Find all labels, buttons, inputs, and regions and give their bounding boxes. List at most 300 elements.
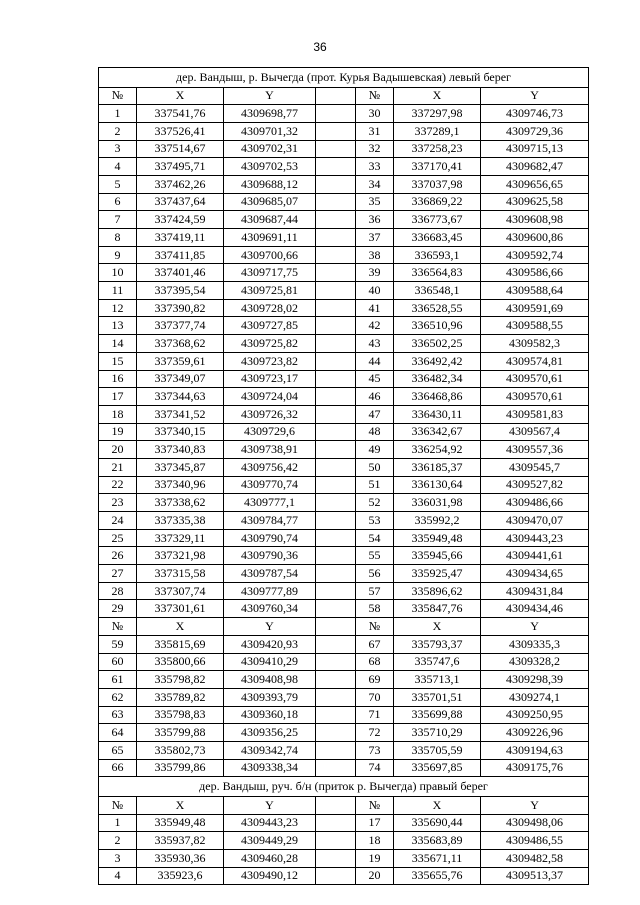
spacer-cell bbox=[316, 600, 356, 618]
table-row bbox=[99, 671, 589, 689]
point-number-cell: 19 bbox=[99, 423, 137, 441]
table-row bbox=[99, 512, 589, 530]
table-row bbox=[99, 229, 589, 247]
point-number-cell: 8 bbox=[99, 229, 137, 247]
x-coordinate-cell: 335671,11 bbox=[394, 849, 481, 867]
y-coordinate-cell: 4309545,7 bbox=[481, 458, 589, 476]
table-row bbox=[99, 635, 589, 653]
y-coordinate-cell: 4309342,74 bbox=[224, 741, 316, 759]
table-row bbox=[99, 529, 589, 547]
point-number-cell: 9 bbox=[99, 246, 137, 264]
table-row bbox=[99, 246, 589, 264]
point-number-cell: 31 bbox=[356, 122, 394, 140]
x-coordinate-cell: 335937,82 bbox=[137, 832, 224, 850]
table-row bbox=[99, 299, 589, 317]
y-coordinate-cell: 4309356,25 bbox=[224, 724, 316, 742]
y-coordinate-cell: 4309226,96 bbox=[481, 724, 589, 742]
column-header-y-coordinate: Y bbox=[481, 796, 589, 814]
x-coordinate-cell: 337345,87 bbox=[137, 458, 224, 476]
point-number-cell: 1 bbox=[99, 814, 137, 832]
spacer-cell bbox=[316, 476, 356, 494]
y-coordinate-cell: 4309691,11 bbox=[224, 229, 316, 247]
column-header-y-coordinate: Y bbox=[481, 618, 589, 636]
y-coordinate-cell: 4309688,12 bbox=[224, 175, 316, 193]
point-number-cell: 16 bbox=[99, 370, 137, 388]
y-coordinate-cell: 4309701,32 bbox=[224, 122, 316, 140]
x-coordinate-cell: 337349,07 bbox=[137, 370, 224, 388]
y-coordinate-cell: 4309725,81 bbox=[224, 282, 316, 300]
table-row bbox=[99, 158, 589, 176]
x-coordinate-cell: 335710,29 bbox=[394, 724, 481, 742]
x-coordinate-cell: 337335,38 bbox=[137, 512, 224, 530]
column-header-point-number: № bbox=[99, 87, 137, 105]
x-coordinate-cell: 336342,67 bbox=[394, 423, 481, 441]
x-coordinate-cell: 336773,67 bbox=[394, 211, 481, 229]
table-row bbox=[99, 105, 589, 123]
y-coordinate-cell: 4309717,75 bbox=[224, 264, 316, 282]
table-row bbox=[99, 688, 589, 706]
y-coordinate-cell: 4309698,77 bbox=[224, 105, 316, 123]
x-coordinate-cell: 336564,83 bbox=[394, 264, 481, 282]
table-row bbox=[99, 282, 589, 300]
x-coordinate-cell: 337301,61 bbox=[137, 600, 224, 618]
x-coordinate-cell: 337437,64 bbox=[137, 193, 224, 211]
table-row bbox=[99, 582, 589, 600]
x-coordinate-cell: 336185,37 bbox=[394, 458, 481, 476]
point-number-cell: 34 bbox=[356, 175, 394, 193]
y-coordinate-cell: 4309625,58 bbox=[481, 193, 589, 211]
y-coordinate-cell: 4309335,3 bbox=[481, 635, 589, 653]
x-coordinate-cell: 337401,46 bbox=[137, 264, 224, 282]
point-number-cell: 4 bbox=[99, 158, 137, 176]
point-number-cell: 69 bbox=[356, 671, 394, 689]
column-header-spacer bbox=[316, 618, 356, 636]
x-coordinate-cell: 337307,74 bbox=[137, 582, 224, 600]
point-number-cell: 64 bbox=[99, 724, 137, 742]
table-row bbox=[99, 441, 589, 459]
x-coordinate-cell: 336482,34 bbox=[394, 370, 481, 388]
y-coordinate-cell: 4309588,64 bbox=[481, 282, 589, 300]
y-coordinate-cell: 4309441,61 bbox=[481, 547, 589, 565]
spacer-cell bbox=[316, 724, 356, 742]
y-coordinate-cell: 4309410,29 bbox=[224, 653, 316, 671]
point-number-cell: 62 bbox=[99, 688, 137, 706]
point-number-cell: 72 bbox=[356, 724, 394, 742]
point-number-cell: 26 bbox=[99, 547, 137, 565]
spacer-cell bbox=[316, 158, 356, 176]
point-number-cell: 21 bbox=[99, 458, 137, 476]
point-number-cell: 49 bbox=[356, 441, 394, 459]
table-row bbox=[99, 423, 589, 441]
section-title: дер. Вандыш, р. Вычегда (прот. Курья Вадышевская) левый берег bbox=[99, 68, 589, 88]
y-coordinate-cell: 4309588,55 bbox=[481, 317, 589, 335]
point-number-cell: 2 bbox=[99, 832, 137, 850]
x-coordinate-cell: 335793,37 bbox=[394, 635, 481, 653]
x-coordinate-cell: 337395,54 bbox=[137, 282, 224, 300]
point-number-cell: 74 bbox=[356, 759, 394, 777]
point-number-cell: 17 bbox=[356, 814, 394, 832]
y-coordinate-cell: 4309486,55 bbox=[481, 832, 589, 850]
x-coordinate-cell: 336502,25 bbox=[394, 335, 481, 353]
point-number-cell: 36 bbox=[356, 211, 394, 229]
column-header-point-number: № bbox=[356, 796, 394, 814]
x-coordinate-cell: 335699,88 bbox=[394, 706, 481, 724]
x-coordinate-cell: 335923,6 bbox=[137, 867, 224, 885]
point-number-cell: 15 bbox=[99, 352, 137, 370]
spacer-cell bbox=[316, 688, 356, 706]
point-number-cell: 18 bbox=[99, 405, 137, 423]
spacer-cell bbox=[316, 246, 356, 264]
x-coordinate-cell: 337258,23 bbox=[394, 140, 481, 158]
x-coordinate-cell: 335799,88 bbox=[137, 724, 224, 742]
x-coordinate-cell: 336869,22 bbox=[394, 193, 481, 211]
y-coordinate-cell: 4309687,44 bbox=[224, 211, 316, 229]
spacer-cell bbox=[316, 140, 356, 158]
x-coordinate-cell: 337329,11 bbox=[137, 529, 224, 547]
table-row bbox=[99, 175, 589, 193]
spacer-cell bbox=[316, 706, 356, 724]
point-number-cell: 70 bbox=[356, 688, 394, 706]
header-row bbox=[99, 618, 589, 636]
point-number-cell: 7 bbox=[99, 211, 137, 229]
x-coordinate-cell: 337340,96 bbox=[137, 476, 224, 494]
x-coordinate-cell: 337377,74 bbox=[137, 317, 224, 335]
y-coordinate-cell: 4309656,65 bbox=[481, 175, 589, 193]
point-number-cell: 24 bbox=[99, 512, 137, 530]
point-number-cell: 37 bbox=[356, 229, 394, 247]
table-row bbox=[99, 867, 589, 885]
point-number-cell: 20 bbox=[99, 441, 137, 459]
x-coordinate-cell: 335847,76 bbox=[394, 600, 481, 618]
spacer-cell bbox=[316, 759, 356, 777]
table-row bbox=[99, 849, 589, 867]
point-number-cell: 50 bbox=[356, 458, 394, 476]
y-coordinate-cell: 4309738,91 bbox=[224, 441, 316, 459]
spacer-cell bbox=[316, 317, 356, 335]
spacer-cell bbox=[316, 494, 356, 512]
point-number-cell: 46 bbox=[356, 388, 394, 406]
y-coordinate-cell: 4309700,66 bbox=[224, 246, 316, 264]
x-coordinate-cell: 337462,26 bbox=[137, 175, 224, 193]
point-number-cell: 54 bbox=[356, 529, 394, 547]
spacer-cell bbox=[316, 388, 356, 406]
x-coordinate-cell: 335713,1 bbox=[394, 671, 481, 689]
x-coordinate-cell: 335789,82 bbox=[137, 688, 224, 706]
table-row bbox=[99, 706, 589, 724]
point-number-cell: 22 bbox=[99, 476, 137, 494]
spacer-cell bbox=[316, 264, 356, 282]
table-row bbox=[99, 193, 589, 211]
y-coordinate-cell: 4309724,04 bbox=[224, 388, 316, 406]
point-number-cell: 53 bbox=[356, 512, 394, 530]
column-header-x-coordinate: X bbox=[137, 87, 224, 105]
y-coordinate-cell: 4309574,81 bbox=[481, 352, 589, 370]
spacer-cell bbox=[316, 175, 356, 193]
point-number-cell: 39 bbox=[356, 264, 394, 282]
y-coordinate-cell: 4309298,39 bbox=[481, 671, 589, 689]
y-coordinate-cell: 4309723,82 bbox=[224, 352, 316, 370]
y-coordinate-cell: 4309338,34 bbox=[224, 759, 316, 777]
y-coordinate-cell: 4309790,36 bbox=[224, 547, 316, 565]
point-number-cell: 32 bbox=[356, 140, 394, 158]
y-coordinate-cell: 4309482,58 bbox=[481, 849, 589, 867]
spacer-cell bbox=[316, 352, 356, 370]
x-coordinate-cell: 337315,58 bbox=[137, 565, 224, 583]
spacer-cell bbox=[316, 441, 356, 459]
x-coordinate-cell: 335896,62 bbox=[394, 582, 481, 600]
spacer-cell bbox=[316, 653, 356, 671]
table-row bbox=[99, 759, 589, 777]
table-row bbox=[99, 211, 589, 229]
x-coordinate-cell: 335949,48 bbox=[394, 529, 481, 547]
table-row bbox=[99, 264, 589, 282]
table-row bbox=[99, 565, 589, 583]
point-number-cell: 47 bbox=[356, 405, 394, 423]
table-row bbox=[99, 317, 589, 335]
y-coordinate-cell: 4309726,32 bbox=[224, 405, 316, 423]
table-row bbox=[99, 547, 589, 565]
point-number-cell: 66 bbox=[99, 759, 137, 777]
x-coordinate-cell: 335655,76 bbox=[394, 867, 481, 885]
column-header-x-coordinate: X bbox=[394, 87, 481, 105]
spacer-cell bbox=[316, 122, 356, 140]
table-row bbox=[99, 814, 589, 832]
point-number-cell: 10 bbox=[99, 264, 137, 282]
column-header-y-coordinate: Y bbox=[481, 87, 589, 105]
point-number-cell: 42 bbox=[356, 317, 394, 335]
x-coordinate-cell: 335697,85 bbox=[394, 759, 481, 777]
y-coordinate-cell: 4309557,36 bbox=[481, 441, 589, 459]
point-number-cell: 63 bbox=[99, 706, 137, 724]
table-row bbox=[99, 388, 589, 406]
table-row bbox=[99, 600, 589, 618]
x-coordinate-cell: 335798,82 bbox=[137, 671, 224, 689]
y-coordinate-cell: 4309770,74 bbox=[224, 476, 316, 494]
point-number-cell: 2 bbox=[99, 122, 137, 140]
point-number-cell: 3 bbox=[99, 849, 137, 867]
header-row bbox=[99, 87, 589, 105]
spacer-cell bbox=[316, 547, 356, 565]
y-coordinate-cell: 4309586,66 bbox=[481, 264, 589, 282]
y-coordinate-cell: 4309486,66 bbox=[481, 494, 589, 512]
y-coordinate-cell: 4309434,46 bbox=[481, 600, 589, 618]
column-header-point-number: № bbox=[356, 618, 394, 636]
x-coordinate-cell: 337411,85 bbox=[137, 246, 224, 264]
spacer-cell bbox=[316, 529, 356, 547]
point-number-cell: 27 bbox=[99, 565, 137, 583]
y-coordinate-cell: 4309702,53 bbox=[224, 158, 316, 176]
x-coordinate-cell: 337340,83 bbox=[137, 441, 224, 459]
point-number-cell: 61 bbox=[99, 671, 137, 689]
x-coordinate-cell: 337495,71 bbox=[137, 158, 224, 176]
point-number-cell: 29 bbox=[99, 600, 137, 618]
y-coordinate-cell: 4309328,2 bbox=[481, 653, 589, 671]
y-coordinate-cell: 4309787,54 bbox=[224, 565, 316, 583]
y-coordinate-cell: 4309784,77 bbox=[224, 512, 316, 530]
column-header-x-coordinate: X bbox=[394, 618, 481, 636]
spacer-cell bbox=[316, 423, 356, 441]
point-number-cell: 13 bbox=[99, 317, 137, 335]
x-coordinate-cell: 337424,59 bbox=[137, 211, 224, 229]
y-coordinate-cell: 4309175,76 bbox=[481, 759, 589, 777]
spacer-cell bbox=[316, 458, 356, 476]
x-coordinate-cell: 336130,64 bbox=[394, 476, 481, 494]
point-number-cell: 52 bbox=[356, 494, 394, 512]
y-coordinate-cell: 4309443,23 bbox=[224, 814, 316, 832]
point-number-cell: 58 bbox=[356, 600, 394, 618]
y-coordinate-cell: 4309360,18 bbox=[224, 706, 316, 724]
x-coordinate-cell: 335949,48 bbox=[137, 814, 224, 832]
x-coordinate-cell: 337390,82 bbox=[137, 299, 224, 317]
y-coordinate-cell: 4309777,1 bbox=[224, 494, 316, 512]
y-coordinate-cell: 4309408,98 bbox=[224, 671, 316, 689]
x-coordinate-cell: 337037,98 bbox=[394, 175, 481, 193]
x-coordinate-cell: 336492,42 bbox=[394, 352, 481, 370]
column-header-y-coordinate: Y bbox=[224, 796, 316, 814]
y-coordinate-cell: 4309470,07 bbox=[481, 512, 589, 530]
x-coordinate-cell: 335798,83 bbox=[137, 706, 224, 724]
y-coordinate-cell: 4309702,31 bbox=[224, 140, 316, 158]
x-coordinate-cell: 335802,73 bbox=[137, 741, 224, 759]
y-coordinate-cell: 4309591,69 bbox=[481, 299, 589, 317]
y-coordinate-cell: 4309274,1 bbox=[481, 688, 589, 706]
page-number: 36 bbox=[313, 40, 327, 54]
column-header-point-number: № bbox=[99, 796, 137, 814]
point-number-cell: 43 bbox=[356, 335, 394, 353]
spacer-cell bbox=[316, 105, 356, 123]
y-coordinate-cell: 4309682,47 bbox=[481, 158, 589, 176]
point-number-cell: 18 bbox=[356, 832, 394, 850]
x-coordinate-cell: 335815,69 bbox=[137, 635, 224, 653]
x-coordinate-cell: 337359,61 bbox=[137, 352, 224, 370]
x-coordinate-cell: 337340,15 bbox=[137, 423, 224, 441]
y-coordinate-cell: 4309600,86 bbox=[481, 229, 589, 247]
point-number-cell: 40 bbox=[356, 282, 394, 300]
table-row bbox=[99, 140, 589, 158]
x-coordinate-cell: 335800,66 bbox=[137, 653, 224, 671]
y-coordinate-cell: 4309460,28 bbox=[224, 849, 316, 867]
point-number-cell: 41 bbox=[356, 299, 394, 317]
table-row bbox=[99, 352, 589, 370]
y-coordinate-cell: 4309498,06 bbox=[481, 814, 589, 832]
spacer-cell bbox=[316, 867, 356, 885]
x-coordinate-cell: 337514,67 bbox=[137, 140, 224, 158]
point-number-cell: 55 bbox=[356, 547, 394, 565]
spacer-cell bbox=[316, 229, 356, 247]
y-coordinate-cell: 4309725,82 bbox=[224, 335, 316, 353]
x-coordinate-cell: 335683,89 bbox=[394, 832, 481, 850]
table-row bbox=[99, 335, 589, 353]
x-coordinate-cell: 337338,62 bbox=[137, 494, 224, 512]
column-header-spacer bbox=[316, 796, 356, 814]
column-header-spacer bbox=[316, 87, 356, 105]
y-coordinate-cell: 4309194,63 bbox=[481, 741, 589, 759]
spacer-cell bbox=[316, 671, 356, 689]
point-number-cell: 11 bbox=[99, 282, 137, 300]
point-number-cell: 57 bbox=[356, 582, 394, 600]
y-coordinate-cell: 4309756,42 bbox=[224, 458, 316, 476]
point-number-cell: 44 bbox=[356, 352, 394, 370]
y-coordinate-cell: 4309431,84 bbox=[481, 582, 589, 600]
table-row bbox=[99, 370, 589, 388]
y-coordinate-cell: 4309581,83 bbox=[481, 405, 589, 423]
y-coordinate-cell: 4309570,61 bbox=[481, 370, 589, 388]
section-title-row bbox=[99, 777, 589, 797]
y-coordinate-cell: 4309443,23 bbox=[481, 529, 589, 547]
column-header-y-coordinate: Y bbox=[224, 87, 316, 105]
point-number-cell: 35 bbox=[356, 193, 394, 211]
x-coordinate-cell: 337526,41 bbox=[137, 122, 224, 140]
y-coordinate-cell: 4309723,17 bbox=[224, 370, 316, 388]
spacer-cell bbox=[316, 849, 356, 867]
spacer-cell bbox=[316, 370, 356, 388]
x-coordinate-cell: 337368,62 bbox=[137, 335, 224, 353]
x-coordinate-cell: 337419,11 bbox=[137, 229, 224, 247]
spacer-cell bbox=[316, 565, 356, 583]
x-coordinate-cell: 336528,55 bbox=[394, 299, 481, 317]
x-coordinate-cell: 336430,11 bbox=[394, 405, 481, 423]
column-header-x-coordinate: X bbox=[394, 796, 481, 814]
y-coordinate-cell: 4309685,07 bbox=[224, 193, 316, 211]
spacer-cell bbox=[316, 282, 356, 300]
point-number-cell: 60 bbox=[99, 653, 137, 671]
column-header-point-number: № bbox=[99, 618, 137, 636]
x-coordinate-cell: 336548,1 bbox=[394, 282, 481, 300]
point-number-cell: 12 bbox=[99, 299, 137, 317]
y-coordinate-cell: 4309393,79 bbox=[224, 688, 316, 706]
point-number-cell: 48 bbox=[356, 423, 394, 441]
y-coordinate-cell: 4309777,89 bbox=[224, 582, 316, 600]
point-number-cell: 1 bbox=[99, 105, 137, 123]
point-number-cell: 28 bbox=[99, 582, 137, 600]
y-coordinate-cell: 4309582,3 bbox=[481, 335, 589, 353]
header-row bbox=[99, 796, 589, 814]
spacer-cell bbox=[316, 582, 356, 600]
point-number-cell: 19 bbox=[356, 849, 394, 867]
x-coordinate-cell: 335690,44 bbox=[394, 814, 481, 832]
x-coordinate-cell: 335992,2 bbox=[394, 512, 481, 530]
table-row bbox=[99, 405, 589, 423]
y-coordinate-cell: 4309567,4 bbox=[481, 423, 589, 441]
y-coordinate-cell: 4309715,13 bbox=[481, 140, 589, 158]
x-coordinate-cell: 336510,96 bbox=[394, 317, 481, 335]
table-row bbox=[99, 741, 589, 759]
x-coordinate-cell: 336031,98 bbox=[394, 494, 481, 512]
point-number-cell: 25 bbox=[99, 529, 137, 547]
x-coordinate-cell: 337297,98 bbox=[394, 105, 481, 123]
table-row bbox=[99, 832, 589, 850]
point-number-cell: 65 bbox=[99, 741, 137, 759]
point-number-cell: 17 bbox=[99, 388, 137, 406]
y-coordinate-cell: 4309728,02 bbox=[224, 299, 316, 317]
table-row bbox=[99, 653, 589, 671]
y-coordinate-cell: 4309592,74 bbox=[481, 246, 589, 264]
spacer-cell bbox=[316, 832, 356, 850]
x-coordinate-cell: 337341,52 bbox=[137, 405, 224, 423]
spacer-cell bbox=[316, 211, 356, 229]
y-coordinate-cell: 4309729,36 bbox=[481, 122, 589, 140]
spacer-cell bbox=[316, 635, 356, 653]
point-number-cell: 45 bbox=[356, 370, 394, 388]
section-title: дер. Вандыш, руч. б/н (приток р. Вычегда) правый берег bbox=[99, 777, 589, 797]
column-header-x-coordinate: X bbox=[137, 796, 224, 814]
x-coordinate-cell: 335701,51 bbox=[394, 688, 481, 706]
point-number-cell: 56 bbox=[356, 565, 394, 583]
x-coordinate-cell: 337170,41 bbox=[394, 158, 481, 176]
x-coordinate-cell: 336683,45 bbox=[394, 229, 481, 247]
x-coordinate-cell: 335930,36 bbox=[137, 849, 224, 867]
x-coordinate-cell: 337541,76 bbox=[137, 105, 224, 123]
